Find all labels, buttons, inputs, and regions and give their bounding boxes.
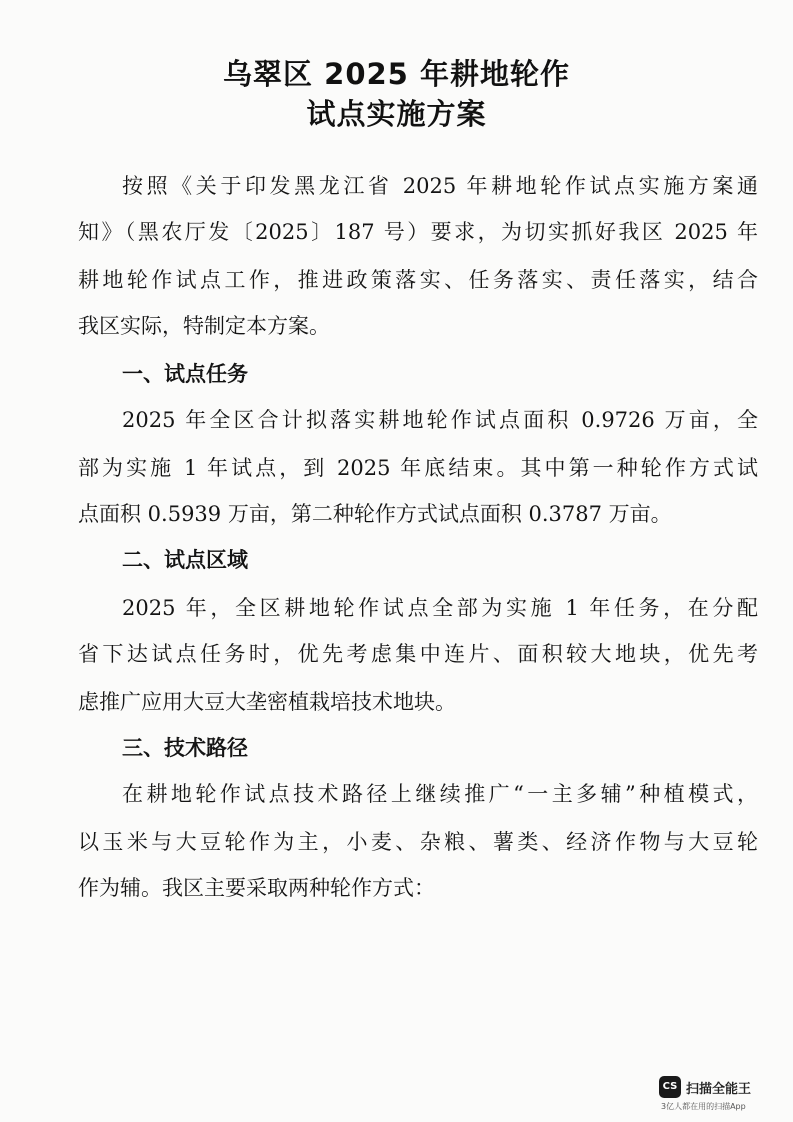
document-title-line-2: 试点实施方案	[306, 97, 487, 131]
watermark-slogan: 3亿人都在用的扫描App	[661, 1102, 746, 1111]
section-tasks-line-3: 点面积 0.5939 万亩，第二种轮作方式试点面积 0.3787 万亩。	[78, 502, 672, 526]
section-technique-line-2: 以玉米与大豆轮作为主，小麦、杂粮、薯类、经济作物与大豆轮	[78, 830, 758, 854]
intro-line-2: 知》（黑农厅发〔2025〕187 号）要求，为切实抓好我区 2025 年	[78, 220, 758, 244]
section-technique-line-3: 作为辅。我区主要采取两种轮作方式：	[78, 876, 435, 900]
camscanner-logo-icon: CS	[659, 1076, 681, 1098]
intro-line-3: 耕地轮作试点工作，推进政策落实、任务落实、责任落实，结合	[78, 268, 758, 292]
section-technique-line-1: 在耕地轮作试点技术路径上继续推广“一主多辅”种植模式，	[122, 782, 758, 806]
intro-line-1: 按照《关于印发黑龙江省 2025 年耕地轮作试点实施方案通	[122, 174, 758, 198]
section-tasks-line-1: 2025 年全区合计拟落实耕地轮作试点面积 0.9726 万亩，全	[122, 408, 758, 432]
intro-line-4: 我区实际，特制定本方案。	[78, 314, 330, 338]
section-area-line-3: 虑推广应用大豆大垄密植栽培技术地块。	[78, 690, 456, 714]
section-heading-area: 二、试点区域	[122, 548, 248, 572]
section-area-line-2: 省下达试点任务时，优先考虑集中连片、面积较大地块，优先考	[78, 642, 758, 666]
section-tasks-line-2: 部为实施 1 年试点，到 2025 年底结束。其中第一种轮作方式试	[78, 456, 758, 480]
section-area-line-1: 2025 年，全区耕地轮作试点全部为实施 1 年任务，在分配	[122, 596, 758, 620]
document-title-line-1: 乌翠区 2025 年耕地轮作	[223, 57, 570, 91]
section-heading-technique: 三、技术路径	[122, 736, 248, 760]
section-heading-tasks: 一、试点任务	[122, 362, 248, 386]
scanner-watermark	[659, 1076, 779, 1112]
watermark-app-name: 扫描全能王	[686, 1082, 752, 1097]
